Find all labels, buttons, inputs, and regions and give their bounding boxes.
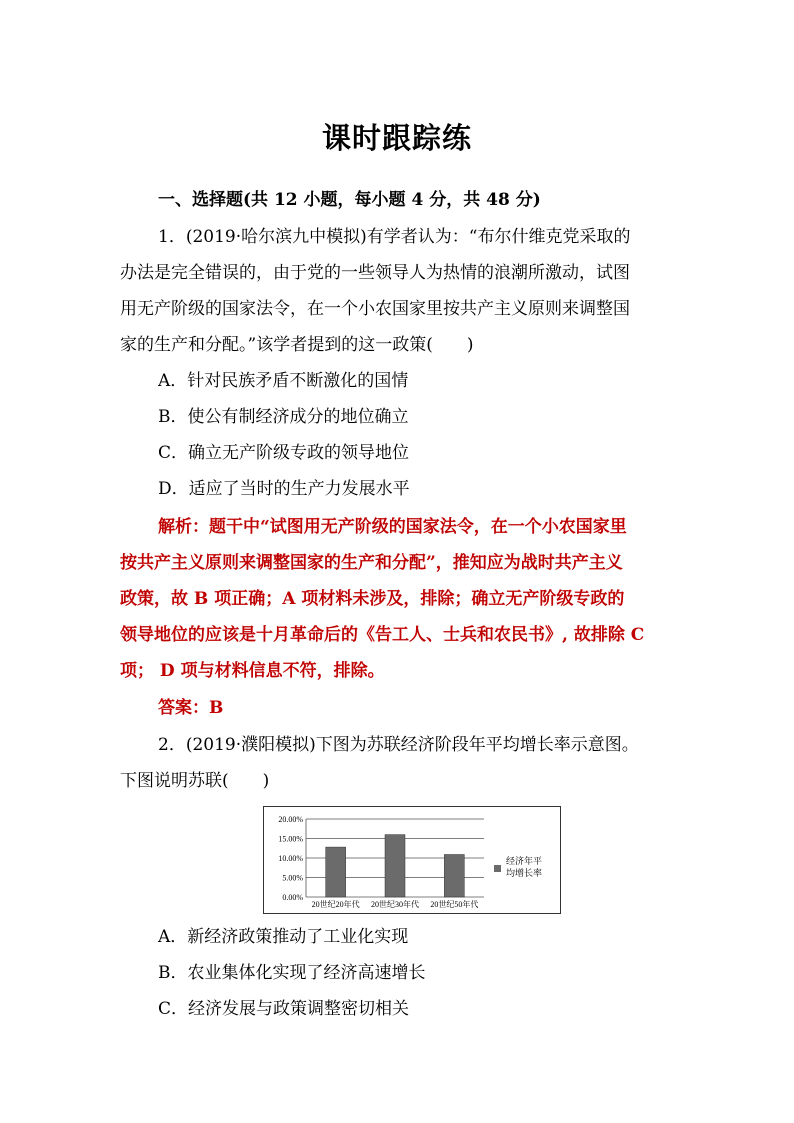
bar <box>385 835 405 897</box>
y-tick-label: 10.00% <box>278 854 303 863</box>
q1-stem-line-3: 用无产阶级的国家法令，在一个小农国家里按共产主义原则来调整国 <box>120 299 630 319</box>
analysis-text: 题干中“试图用无产阶级的国家法令，在一个小农国家里 <box>209 517 627 537</box>
page-title: 课时跟踪练 <box>321 121 472 155</box>
legend-label: 经济年平 <box>506 856 543 866</box>
q1-option-b[interactable]: B．使公有制经济成分的地位确立 <box>158 407 409 427</box>
q1-stem-line-4: 家的生产和分配。”该学者提到的这一政策( ) <box>120 335 474 355</box>
q1-analysis-line-5: 项； D 项与材料信息不符，排除。 <box>120 661 385 681</box>
legend-swatch <box>494 865 501 872</box>
bar <box>326 847 346 897</box>
x-tick-label: 20世纪30年代 <box>371 900 419 909</box>
growth-rate-chart <box>263 806 561 914</box>
q1-analysis-line-1 <box>158 516 718 538</box>
y-tick-label: 15.00% <box>278 834 303 844</box>
answer-label: 答案： <box>158 698 209 718</box>
q1-option-d[interactable]: D．适应了当时的生产力发展水平 <box>158 479 410 499</box>
q2-option-c[interactable]: C．经济发展与政策调整密切相关 <box>158 999 410 1019</box>
q1-analysis-line-2: 按共产主义原则来调整国家的生产和分配”，推知应为战时共产主义 <box>120 553 623 573</box>
y-tick-label: 5.00% <box>282 873 303 883</box>
analysis-label: 解析： <box>158 517 209 537</box>
q1-analysis-line-4: 领导地位的应该是十月革命后的《告工人、士兵和农民书》, 故排除 C <box>120 625 645 645</box>
y-tick-label: 20.00% <box>278 815 303 824</box>
q1-option-c[interactable]: C．确立无产阶级专政的领导地位 <box>158 443 410 463</box>
section-heading: 一、选择题(共 12 小题，每小题 4 分，共 48 分) <box>158 190 541 210</box>
q2-option-b[interactable]: B．农业集体化实现了经济高速增长 <box>158 963 426 983</box>
q1-option-a[interactable]: A．针对民族矛盾不断激化的国情 <box>158 371 409 391</box>
q2-option-a[interactable]: A．新经济政策推动了工业化实现 <box>158 927 409 947</box>
q1-stem-line-1: 1．(2019·哈尔滨九中模拟)有学者认为：“布尔什维克党采取的 <box>158 227 631 247</box>
q2-stem-line-2: 下图说明苏联( ) <box>120 771 270 791</box>
q1-answer <box>158 697 718 719</box>
x-tick-label: 20世纪20年代 <box>311 900 360 909</box>
x-tick-label: 20世纪50年代 <box>430 900 479 909</box>
q2-stem-line-1: 2．(2019·濮阳模拟)下图为苏联经济阶段年平均增长率示意图。 <box>158 735 639 755</box>
q1-stem-line-2: 办法是完全错误的，由于党的一些领导人为热情的浪潮所激动，试图 <box>120 263 630 283</box>
y-tick-label: 0.00% <box>282 893 303 902</box>
legend-label: 均增长率 <box>506 868 543 878</box>
chart-svg <box>264 807 560 913</box>
q1-analysis-line-3: 政策，故 B 项正确；A 项材料未涉及，排除；确立无产阶级专政的 <box>120 589 625 609</box>
answer-value: B <box>209 698 224 718</box>
bar <box>444 854 464 897</box>
